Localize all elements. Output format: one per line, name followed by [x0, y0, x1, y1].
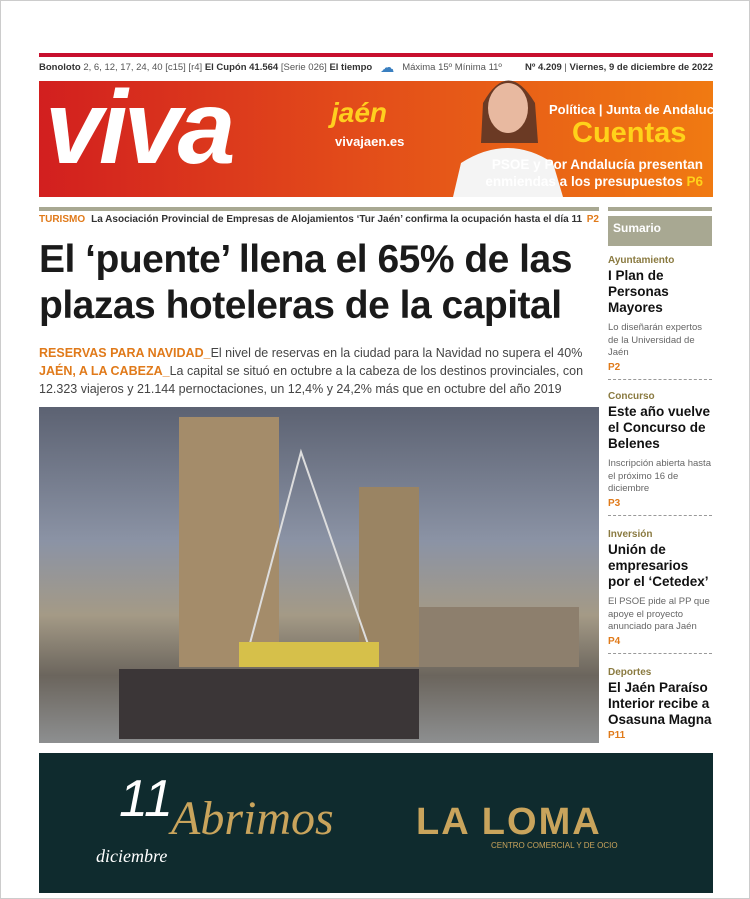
top-rule	[39, 53, 713, 57]
serie: [Serie 026]	[280, 61, 327, 73]
ad-month: diciembre	[96, 846, 168, 866]
lead-subheads	[39, 344, 599, 398]
lead-headline[interactable]: El ‘puente’ llena el 65% de las plazas hoteleras de la capital	[39, 238, 572, 327]
bonoloto-numbers: 2, 6, 12, 17, 24, 40 [c15] [r4]	[83, 61, 203, 73]
ad-day: 11	[119, 770, 173, 828]
kicker-rule	[39, 207, 599, 211]
kicker-tag: TURISMO	[39, 214, 86, 225]
max-temp: Máxima 15º	[402, 61, 453, 73]
ad-text: Abrimos	[171, 792, 334, 845]
subhead-tag: JAÉN, A LA CABEZA_	[39, 364, 170, 378]
info-line: Bonoloto 2, 6, 12, 17, 24, 40 [c15] [r4] El Cupón 41.564 [Serie 026] El tiempo ☁ Máxima 15º Mínima 11º Nº 4.209 | Viernes, 9 de diciembre de 2022	[39, 58, 713, 75]
logo[interactable]: viva	[45, 70, 232, 186]
subhead-text: El nivel de reservas en la ciudad para la Navidad no supera el 40%	[210, 346, 583, 360]
subhead-tag: RESERVAS PARA NAVIDAD_	[39, 346, 211, 360]
edition-name: jaén	[331, 97, 388, 128]
ad-brand-sub: CENTRO COMERCIAL Y DE OCIO	[491, 841, 618, 850]
sumario-header: Sumario	[608, 216, 712, 246]
ad-brand: LA LOMA	[416, 801, 602, 843]
lead-photo-cathedral[interactable]	[39, 407, 599, 743]
banner-page: P6	[686, 174, 703, 189]
banner-subtitle: PSOE y Por Andalucía presentan enmiendas a los presupuestos P6	[485, 157, 703, 189]
weather-label: El tiempo	[329, 61, 373, 73]
banner-title[interactable]: Cuentas	[572, 117, 687, 149]
sumario-item[interactable]: Inversión Unión de empresarios por el ‘Cetedex’ El PSOE pide al PP que apoye el proyecto anunciado para Jaén P4	[608, 529, 712, 654]
rain-cloud-icon: ☁	[380, 58, 395, 75]
website[interactable]: vivajaen.es	[335, 134, 405, 149]
sumario-item[interactable]: Deportes El Jaén Paraíso Interior recibe a Osasuna Magna P11	[608, 667, 712, 741]
sidebar-rule	[608, 207, 712, 211]
kicker-text: La Asociación Provincial de Empresas de Alojamientos ‘Tur Jaén’ confirma la ocupación hasta el día 11	[91, 214, 583, 225]
banner-section: Política | Junta de Andalucía	[549, 102, 725, 117]
subhead-text: La capital se situó en octubre a la cabeza de los destinos provinciales, con 12.323 viajeros y 21.144 pernoctaciones, un 12,4% y 24,2% más que en octubre del año 2019	[39, 364, 584, 396]
bonoloto-label: Bonoloto	[39, 61, 81, 73]
sumario-item[interactable]: Ayuntamiento I Plan de Personas Mayores Lo diseñarán expertos de la Universidad de Jaén P2	[608, 255, 712, 380]
min-temp: Mínima 11º	[454, 61, 502, 73]
kicker	[39, 214, 599, 225]
kicker-page: P2	[586, 214, 599, 225]
issue-number: Nº 4.209	[525, 61, 562, 73]
sumario-item[interactable]: Concurso Este año vuelve el Concurso de Belenes Inscripción abierta hasta el próximo 16 de diciembre P3	[608, 391, 712, 516]
cupon-label: El Cupón 41.564	[204, 61, 279, 73]
issue-date: Viernes, 9 de diciembre de 2022	[569, 61, 713, 73]
